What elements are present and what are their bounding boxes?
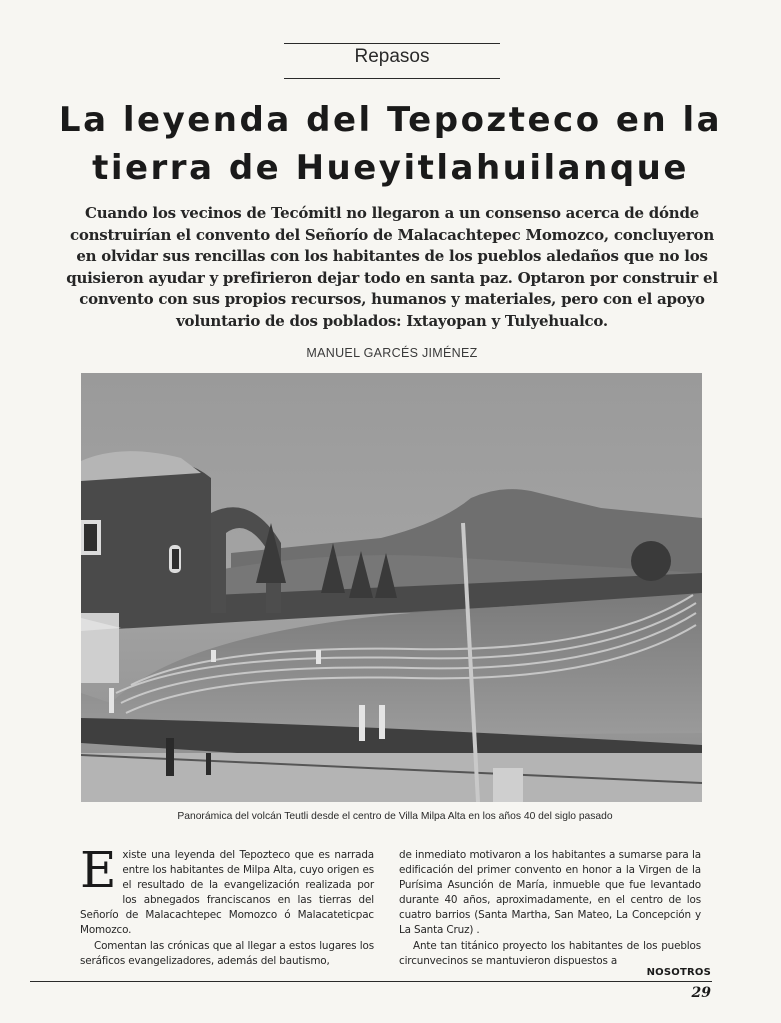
magazine-name: NOSOTROS	[646, 967, 711, 978]
street	[81, 753, 702, 802]
article-title	[40, 96, 741, 192]
footer-rule	[30, 981, 712, 982]
photo-caption: Panorámica del volcán Teutli desde el centro de Villa Milpa Alta en los años 40 del siglo pasado	[177, 811, 613, 822]
body-paragraph: de inmediato motivaron a los habitantes a sumarse para la edificación del primer convento en honor a la Virgen de la Purísima Asunción de María, inmueble que fue levantado durante 40 años, aproximadamente, en el centro de los cuatro barrios (Santa Martha, San Mateo, La Concepción y La Santa Cruz) .	[399, 849, 701, 937]
section-label: Repasos	[354, 46, 430, 67]
drop-cap: E	[80, 841, 117, 899]
body-column-2	[399, 848, 701, 969]
body-paragraph: Ante tan titánico proyecto los habitantes de los pueblos circunvecinos se mantuvieron dispuestos a	[399, 939, 701, 967]
article-lede: Cuando los vecinos de Tecómitl no llegaron a un consenso acerca de dónde construirían el convento del Señorío de Malacachtepec Momozco, concluyeron en olvidar sus rencillas con los habitantes de los pueblos aledaños que no los quisieron ayudar y prefirieron dejar todo en santa paz. Optaron por construir el convento con sus propios recursos, humanos y materiales, pero con el apoyo voluntario de dos poblados: Ixtayopan y Tulyehualco.	[66, 204, 718, 330]
page-number: 29	[691, 985, 711, 1001]
paragraph-text: xiste una leyenda del Tepozteco que es narrada entre los habitantes de Milpa Alta, cuyo origen es el resultado de la evangelización realizada por los abnegados franciscanos en las tierras del Señorío de Malacachtepec Momozco ó Malacateticpac Momozco.	[80, 849, 374, 937]
body-paragraph: Comentan las crónicas que al llegar a estos lugares los seráficos evangelizadores, además del bautismo,	[80, 939, 374, 967]
article-photo	[81, 373, 702, 802]
title-line-2: tierra de Hueyitlahuilanque	[92, 148, 689, 188]
section-rule-bottom	[284, 78, 500, 79]
photo-volcano-teutli	[81, 373, 702, 802]
byline: MANUEL GARCÉS JIMÉNEZ	[306, 346, 478, 360]
section-rule-top	[284, 43, 500, 44]
title-line-1: La leyenda del Tepozteco en la	[58, 100, 723, 140]
body-column-1	[80, 841, 374, 969]
body-paragraph	[80, 841, 374, 939]
